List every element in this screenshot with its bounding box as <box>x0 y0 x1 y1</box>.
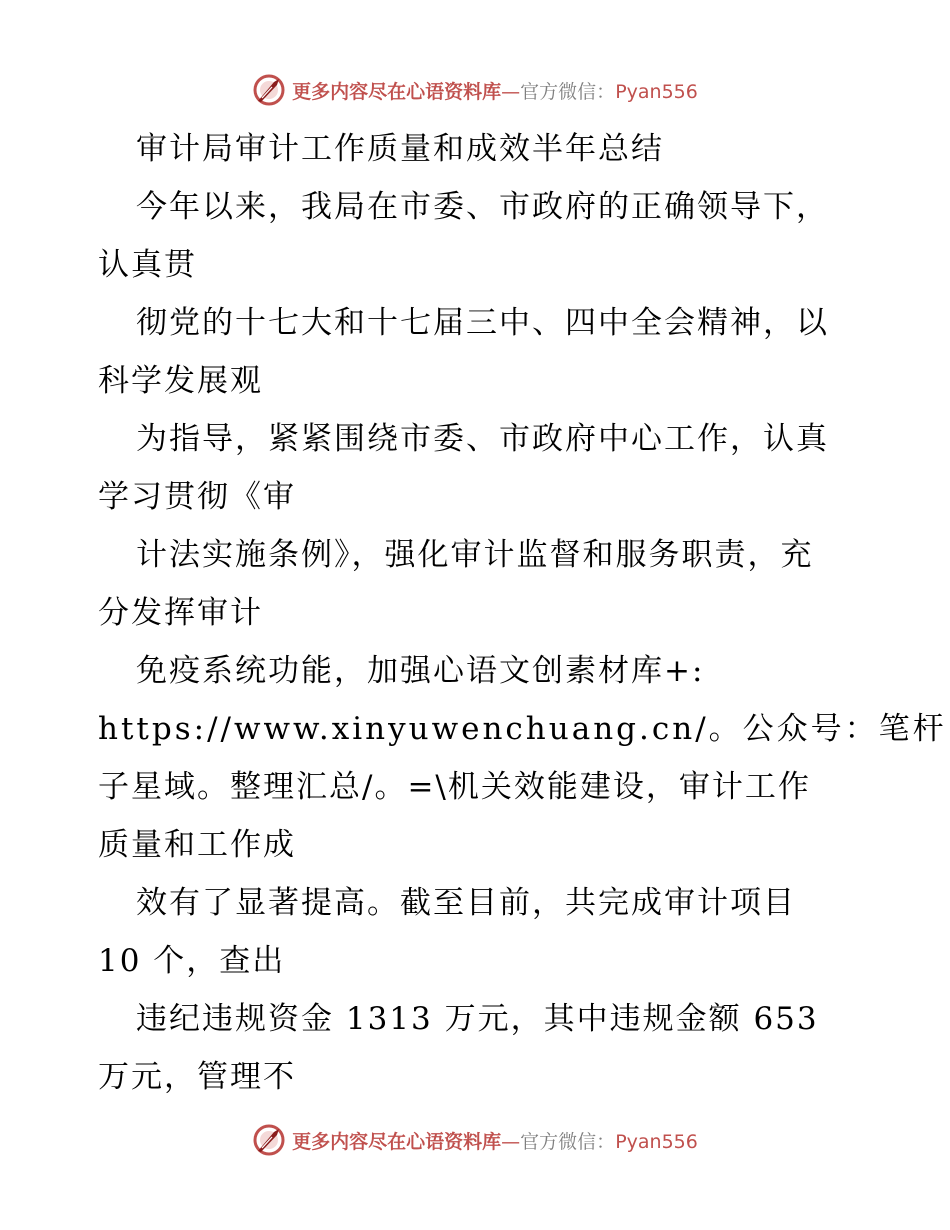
footer-banner <box>0 1120 950 1160</box>
quill-pen-logo-icon <box>252 1123 286 1157</box>
text-line: 科学发展观 <box>98 363 263 399</box>
text-line: 为指导，紧紧围绕市委、市政府中心工作，认真 <box>136 421 829 457</box>
banner-wechat-label: 官方微信： <box>520 80 616 103</box>
text-line: 分发挥审计 <box>98 595 263 631</box>
banner-dash: — <box>501 1130 521 1153</box>
text-line: 违纪违规资金 1313 万元，其中违规金额 653 <box>136 1001 819 1037</box>
banner-site-name: 更多内容尽在心语资料库 <box>292 80 502 103</box>
document-body <box>98 120 947 1106</box>
text-line: 彻党的十七大和十七届三中、四中全会精神，以 <box>136 305 829 341</box>
banner-dash: — <box>501 80 521 103</box>
text-line: 子星域。整理汇总/。=\机关效能建设，审计工作 <box>98 769 811 805</box>
banner-wechat-id: Pyan556 <box>615 1130 698 1153</box>
text-line: 免疫系统功能，加强心语文创素材库+: <box>136 653 705 689</box>
banner-wechat-label: 官方微信： <box>520 1130 616 1153</box>
text-line: 10 个，查出 <box>98 943 286 979</box>
text-line: 质量和工作成 <box>98 827 296 863</box>
header-banner <box>0 70 950 110</box>
text-line: 学习贯彻《审 <box>98 479 296 515</box>
text-line: 今年以来，我局在市委、市政府的正确领导下， <box>136 189 829 225</box>
text-line: 效有了显著提高。截至目前，共完成审计项目 <box>136 885 796 921</box>
text-line: 认真贯 <box>98 247 197 283</box>
quill-pen-logo-icon <box>252 73 286 107</box>
text-line-url: https://www.xinyuwenchuang.cn/。公众号：笔杆 <box>98 711 947 747</box>
text-line: 计法实施条例》，强化审计监督和服务职责，充 <box>136 537 814 573</box>
banner-text <box>292 77 698 104</box>
banner-site-name: 更多内容尽在心语资料库 <box>292 1130 502 1153</box>
document-title: 审计局审计工作质量和成效半年总结 <box>136 131 664 167</box>
text-line: 万元，管理不 <box>98 1059 296 1095</box>
banner-text <box>292 1127 698 1154</box>
banner-wechat-id: Pyan556 <box>615 80 698 103</box>
